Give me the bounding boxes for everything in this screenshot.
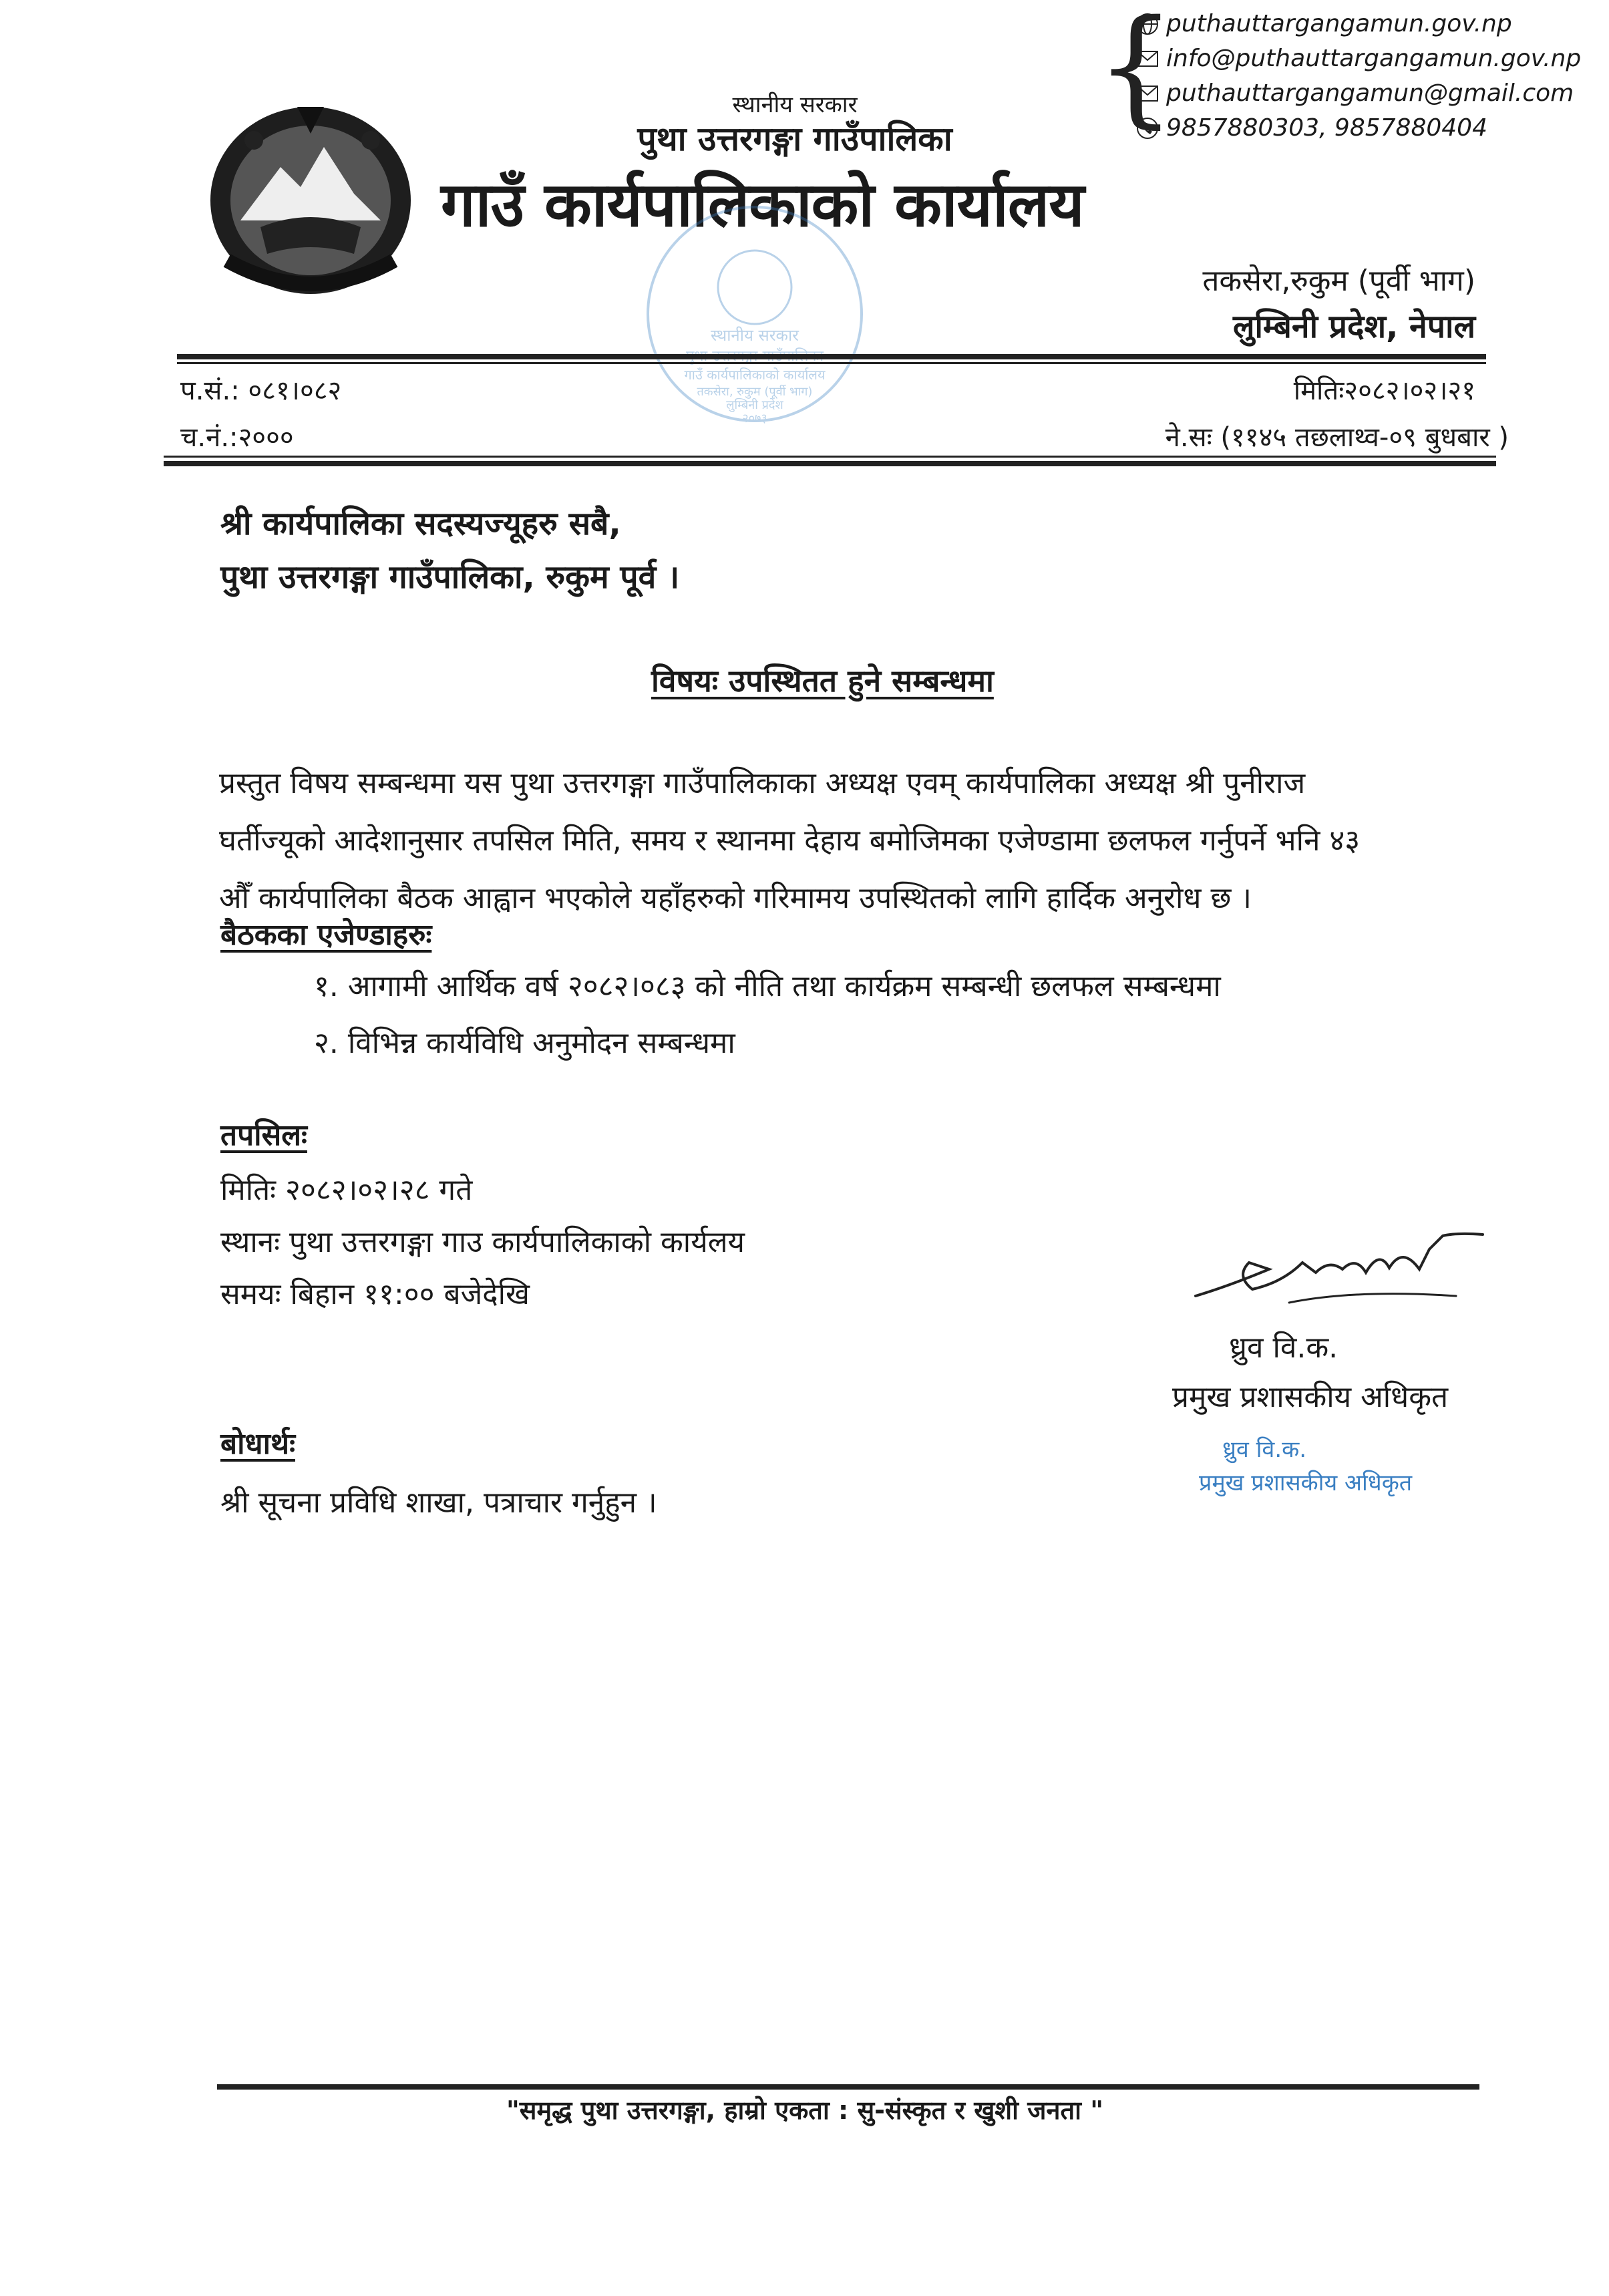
header-rule-top-thin [177,362,1486,364]
contact-email-gmail [1135,79,1574,107]
contact-phone [1135,114,1487,142]
website-text[interactable]: puthauttargangamun.gov.np [1166,10,1512,37]
signatory-name: ध्रुव वि.क. [1229,1331,1338,1365]
handwritten-signature [1189,1222,1496,1323]
brace-decoration: { [1095,0,1176,140]
stamp-signatory-title: प्रमुख प्रशासकीय अधिकृत [1199,1470,1413,1496]
address-line1: तकसेरा,रुकुम (पूर्वी भाग) [1202,264,1475,298]
municipality-name: पुथा उत्तरगङ्गा गाउँपालिका [637,120,952,158]
reference-ps: प.सं.: ०८१।०८२ [180,375,342,406]
header-rule-top [177,354,1486,359]
body-line1: प्रस्तुत विषय सम्बन्धमा यस पुथा उत्तरगङ्गा गाउँपालिकाका अध्यक्ष एवम् कार्यपालिका अध्यक्ष श्री पुनीराज [219,766,1306,800]
body-line3: औँ कार्यपालिका बैठक आह्वान भएकोले यहाँहरुको गरिमामय उपस्थितको लागि हार्दिक अनुरोध छ । [219,881,1252,915]
dispatch-number: च.नं.:२००० [180,422,294,453]
seal-line4: तकसेरा, रुकुम (पूर्वी भाग) [697,385,813,399]
recipient-line2: पुथा उत्तरगङ्गा गाउँपालिका, रुकुम पूर्व । [220,558,680,596]
header-rule-bottom [164,461,1496,466]
cc-line: श्री सूचना प्रविधि शाखा, पत्राचार गर्नुहुन । [220,1486,657,1520]
header-rule-bottom-thin [164,456,1496,458]
email-gmail-text[interactable]: puthauttargangamun@gmail.com [1166,79,1574,107]
footer-rule [217,2084,1479,2090]
envelope-icon [1135,81,1159,106]
seal-line5: लुम्बिनी प्रदेश [726,398,783,412]
email-official-text[interactable]: info@puthauttargangamun.gov.np [1166,45,1582,72]
nepal-emblem-logo [200,94,421,301]
agenda-heading: बैठकका एजेण्डाहरुः [220,918,432,952]
schedule-place: स्थानः पुथा उत्तरगङ्गा गाउ कार्यपालिकाको कार्यलय [220,1225,745,1259]
office-title: गाउँ कार्यपालिकाको कार्यालय [441,169,1084,240]
local-government-label: स्थानीय सरकार [732,92,858,118]
agenda-item-1: १. आगामी आर्थिक वर्ष २०८२।०८३ को नीति तथा कार्यक्रम सम्बन्धी छलफल सम्बन्धमा [314,969,1221,1003]
stamp-signatory-name: ध्रुव वि.क. [1222,1436,1307,1463]
seal-line6: २०७३ [742,412,767,426]
recipient-line1: श्री कार्यपालिका सदस्यज्यूहरु सबै, [220,505,621,542]
signatory-title: प्रमुख प्रशासकीय अधिकृत [1172,1380,1449,1414]
phone-icon [1135,116,1159,140]
schedule-heading: तपसिलः [220,1118,307,1152]
contact-website [1135,10,1512,37]
envelope-icon [1135,47,1159,71]
body-line2: घर्तीज्यूको आदेशानुसार तपसिल मिति, समय र स्थानमा देहाय बमोजिमका एजेण्डामा छलफल गर्नुपर्ने भनि ४३ [219,824,1361,858]
address-line2: लुम्बिनी प्रदेश, नेपाल [1232,308,1475,345]
body-paragraph [219,755,1488,927]
footer-motto: "समृद्ध पुथा उत्तरगङ्गा, हाम्रो एकता : सु-संस्कृत र खुशी जनता " [506,2096,1104,2125]
letter-date: मितिः२०८२।०२।२१ [1293,375,1475,406]
nepal-sambat-date: ने.सः (११४५ तछलाथ्व-०९ बुधबार ) [1165,422,1509,453]
subject-line: विषयः उपस्थितत हुने सम्बन्धमा [651,663,994,699]
globe-icon [1135,12,1159,36]
cc-heading: बोधार्थः [220,1427,295,1461]
seal-line3: गाउँ कार्यपालिकाको कार्यालय [684,367,826,383]
schedule-date: मितिः २०८२।०२।२८ गते [220,1173,473,1207]
agenda-item-2: २. विभिन्न कार्यविधि अनुमोदन सम्बन्धमा [314,1026,735,1060]
contact-email-official [1135,45,1581,72]
office-seal-stamp [641,200,868,428]
schedule-time: समयः बिहान ११:०० बजेदेखि [220,1277,530,1311]
seal-line1: स्थानीय सरकार [711,326,799,345]
phone-text: 9857880303, 9857880404 [1166,114,1487,142]
